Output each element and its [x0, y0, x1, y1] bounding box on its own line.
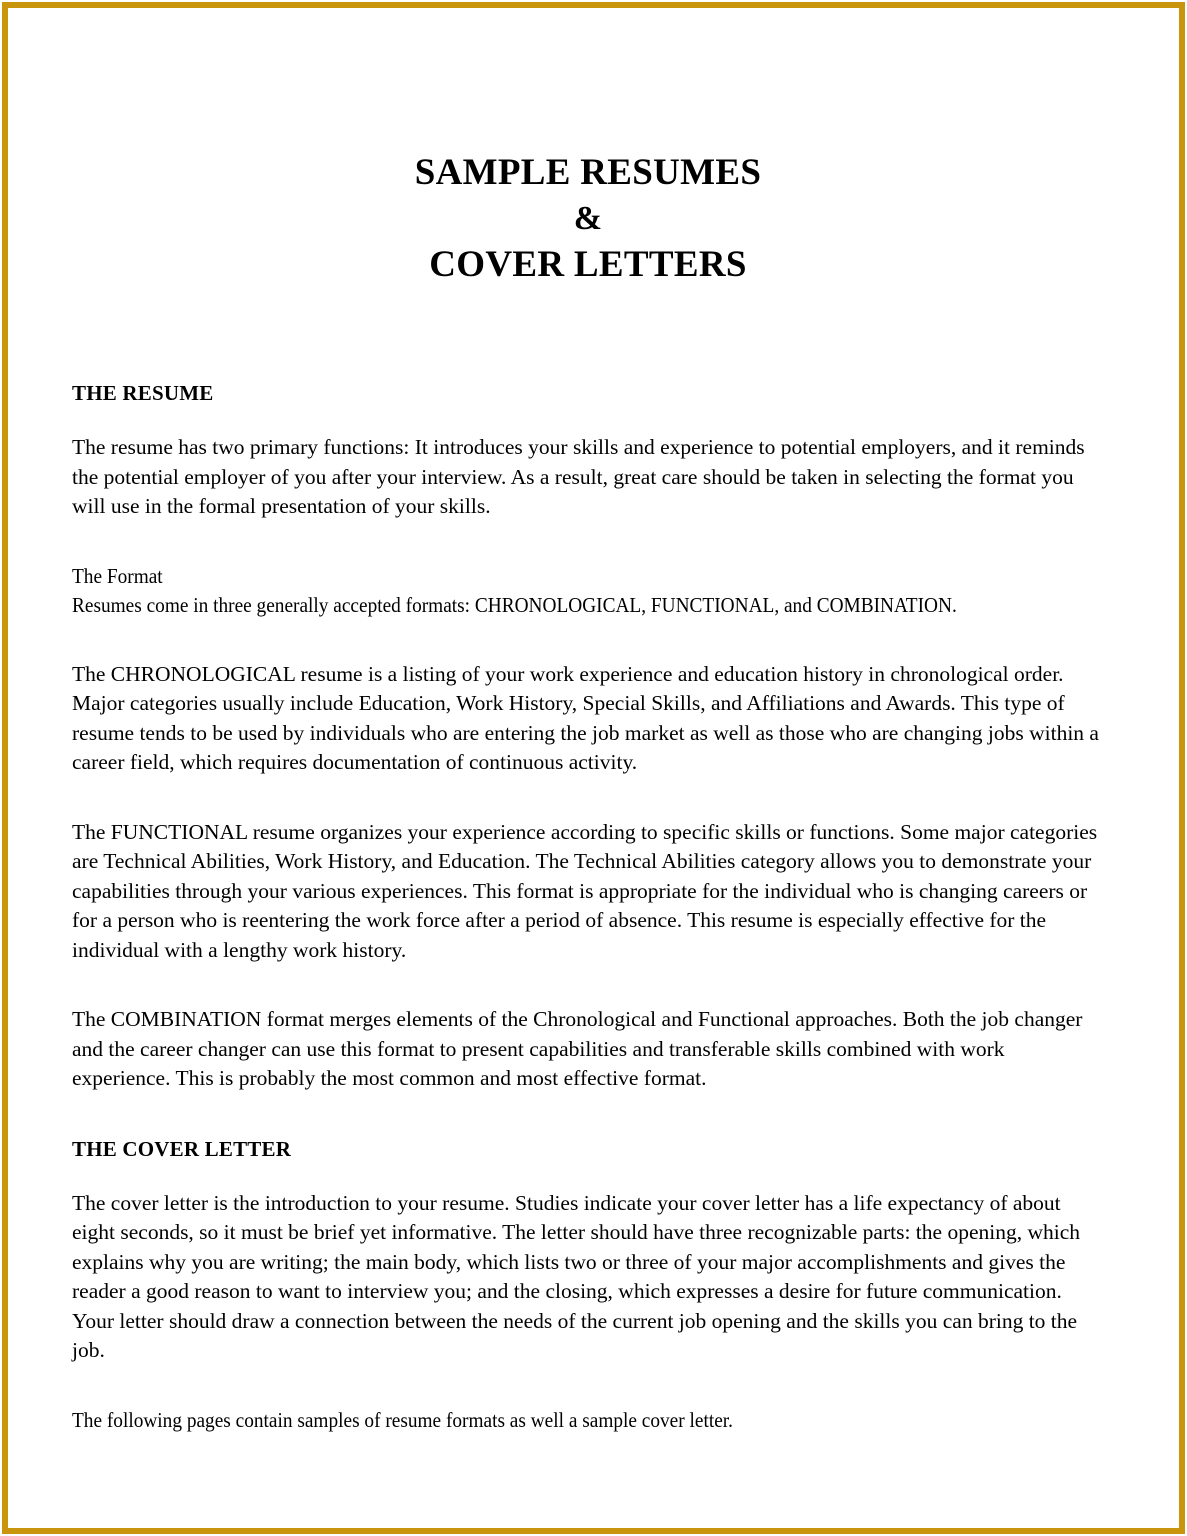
- heading-the-resume: THE RESUME: [72, 381, 214, 405]
- paragraph-functional: The FUNCTIONAL resume organizes your experience according to specific skills or functions. Some major categories are Technical Abilities, Work History, and Education. The Technical Abilities category allows you to demonstrate your capabilities through your various experiences. This format is appropriate for the individual who is changing careers or for a person who is reentering the work force after a period of absence. This resume is especially effective for the individual with a lengthy work history.: [72, 819, 1098, 962]
- spacer: [72, 620, 1104, 660]
- spacer: [72, 1366, 1104, 1406]
- title-line-1: SAMPLE RESUMES: [414, 152, 762, 193]
- document-body: [72, 0, 1104, 1536]
- spacer: [72, 522, 1104, 562]
- heading-the-cover-letter: THE COVER LETTER: [72, 1136, 292, 1161]
- spacer: [72, 778, 1104, 818]
- paragraph-combination: The COMBINATION format merges elements of the Chronological and Functional approaches. Both the job changer and the career changer can use this format to present capabilities and transferable skills combined with work experience. This is probably the most common and most effective format.: [72, 1007, 1083, 1090]
- paragraph-closing-note: The following pages contain samples of resume formats as well a sample cover letter.: [72, 1407, 733, 1432]
- spacer: [72, 406, 1104, 433]
- title-ampersand: &: [573, 200, 603, 237]
- label-the-format: The Format: [72, 563, 163, 588]
- spacer: [72, 965, 1104, 1005]
- spacer: [72, 1162, 1104, 1189]
- spacer: [72, 1094, 1104, 1136]
- paragraph-chronological: The CHRONOLOGICAL resume is a listing of your work experience and education history in chronological order. Major categories usually include Education, Work History, Special Skills, and Affiliations and Awards. This type of resume tends to be used by individuals who are entering the job market as well as those who are changing jobs within a career field, which requires documentation of continuous activity.: [72, 661, 1099, 774]
- paragraph-format-list: Resumes come in three generally accepted formats: CHRONOLOGICAL, FUNCTIONAL, and COMBINATION.: [72, 592, 957, 617]
- format-block: [72, 562, 1104, 620]
- page-title: [72, 0, 1104, 288]
- paragraph-resume-intro: The resume has two primary functions: It introduces your skills and experience to potential employers, and it reminds the potential employer of you after your interview. As a result, great care should be taken in selecting the format you will use in the formal presentation of your skills.: [72, 435, 1085, 518]
- title-line-2: COVER LETTERS: [429, 244, 747, 285]
- paragraph-cover-letter: The cover letter is the introduction to your resume. Studies indicate your cover letter has a life expectancy of about eight seconds, so it must be brief yet informative. The letter should have three recognizable parts: the opening, which explains why you are writing; the main body, which lists two or three of your major accomplishments and gives the reader a good reason to want to interview you; and the closing, which expresses a desire for future communication. Your letter should draw a connection between the needs of the current job opening and the skills you can bring to the job.: [72, 1190, 1081, 1362]
- spacer: [72, 288, 1104, 380]
